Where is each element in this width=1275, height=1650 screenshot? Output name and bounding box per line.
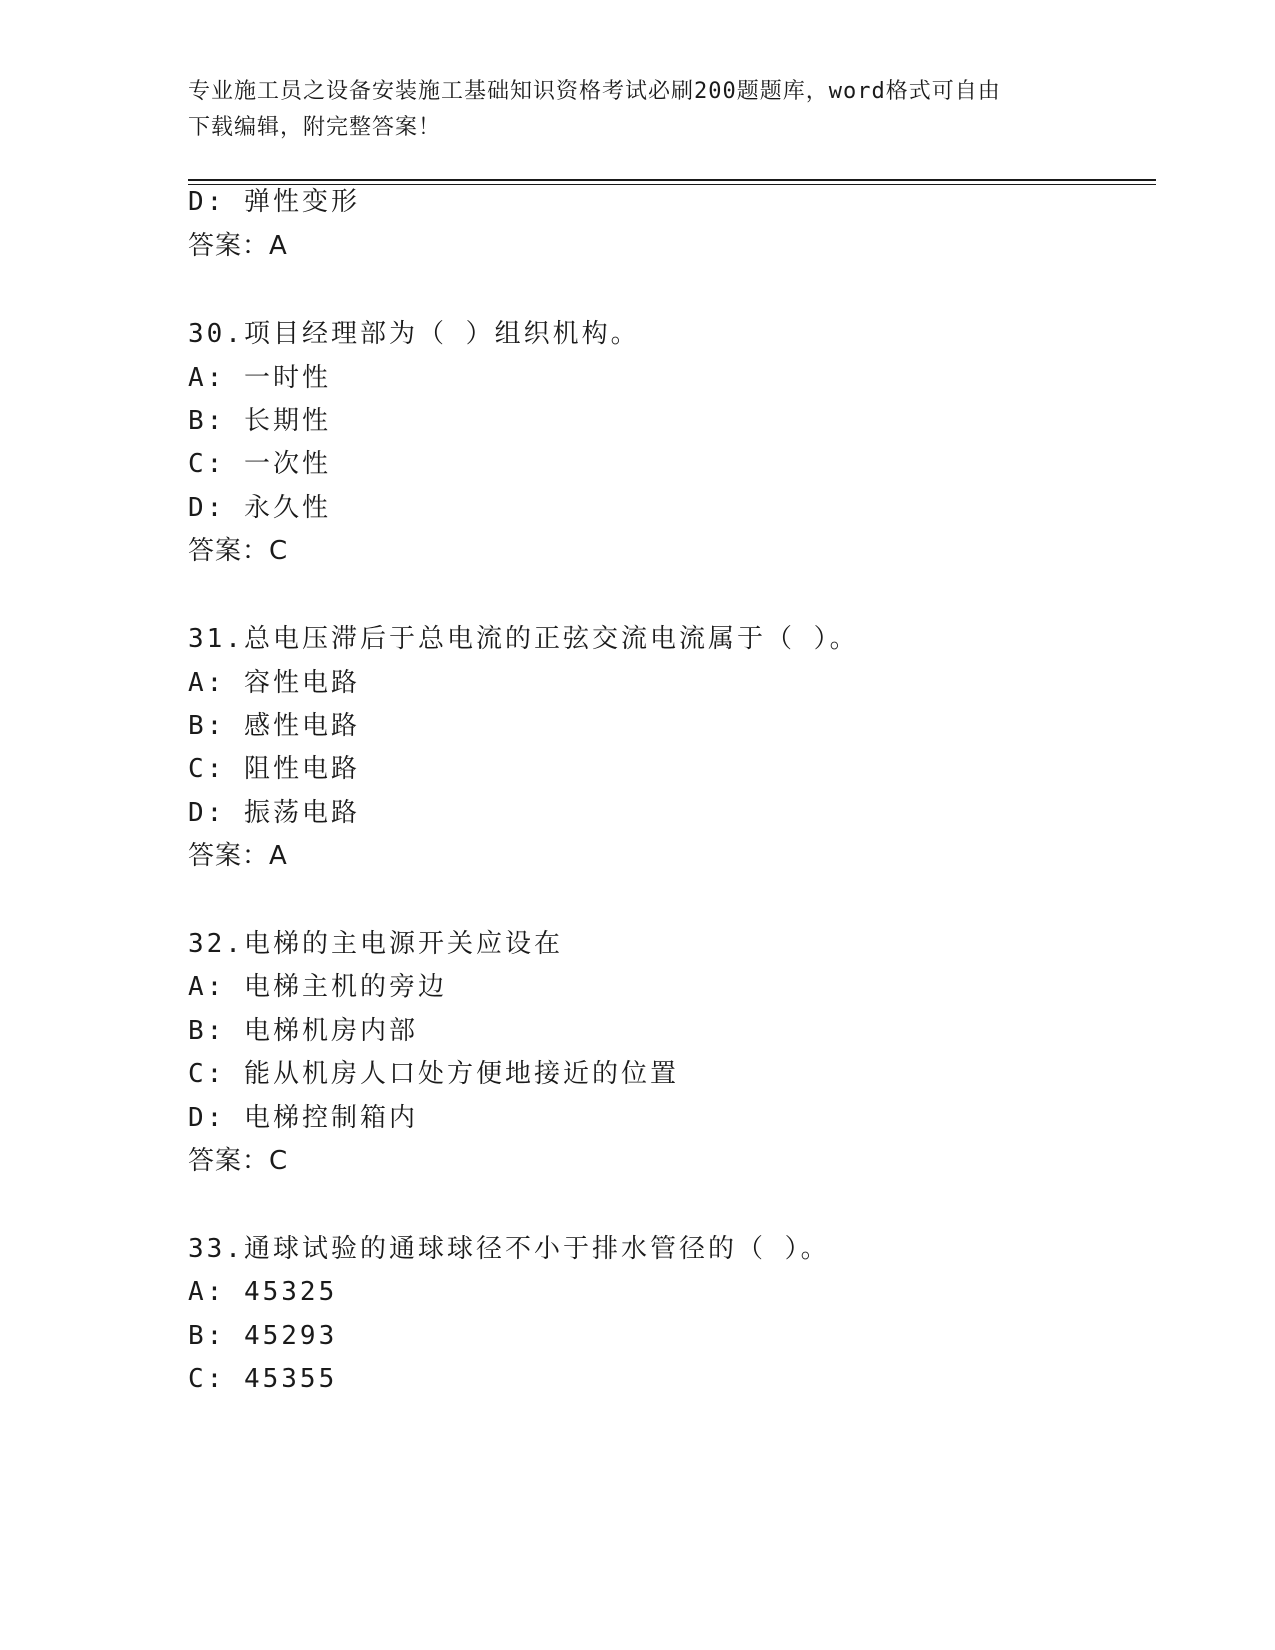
question-33-option-c: C: 45355	[188, 1364, 338, 1394]
question-31-answer: 答案：A	[188, 841, 288, 871]
header-title-line-2: 下载编辑，附完整答案！	[188, 115, 442, 140]
question-32-answer: 答案：C	[188, 1146, 289, 1176]
question-32-option-b: B: 电梯机房内部	[188, 1016, 418, 1046]
question-30-option-a: A: 一时性	[188, 363, 331, 393]
header-title-line-1: 专业施工员之设备安装施工基础知识资格考试必刷200题题库，word格式可自由	[188, 79, 1001, 104]
question-30-option-d: D: 永久性	[188, 493, 331, 523]
question-31-option-d: D: 振荡电路	[188, 798, 360, 828]
question-32-option-c: C: 能从机房人口处方便地接近的位置	[188, 1059, 679, 1089]
question-33-option-b: B: 45293	[188, 1321, 338, 1351]
question-31-option-c: C: 阻性电路	[188, 754, 360, 784]
question-33-option-a: A: 45325	[188, 1277, 338, 1307]
prev-option-d: D: 弹性变形	[188, 187, 360, 217]
question-30-option-b: B: 长期性	[188, 406, 331, 436]
question-32-stem: 32.电梯的主电源开关应设在	[188, 929, 563, 959]
question-32-option-d: D: 电梯控制箱内	[188, 1103, 418, 1133]
document-header	[188, 74, 1088, 146]
question-33-stem: 33.通球试验的通球球径不小于排水管径的（ ）。	[188, 1234, 830, 1264]
prev-answer: 答案：A	[188, 231, 288, 261]
question-31-stem: 31.总电压滞后于总电流的正弦交流电流属于（ ）。	[188, 624, 859, 654]
question-32-option-a: A: 电梯主机的旁边	[188, 972, 447, 1002]
question-30-option-c: C: 一次性	[188, 449, 331, 479]
question-30-stem: 30.项目经理部为（ ）组织机构。	[188, 319, 640, 349]
question-31-option-a: A: 容性电路	[188, 668, 360, 698]
question-30-answer: 答案：C	[188, 536, 289, 566]
question-31-option-b: B: 感性电路	[188, 711, 360, 741]
